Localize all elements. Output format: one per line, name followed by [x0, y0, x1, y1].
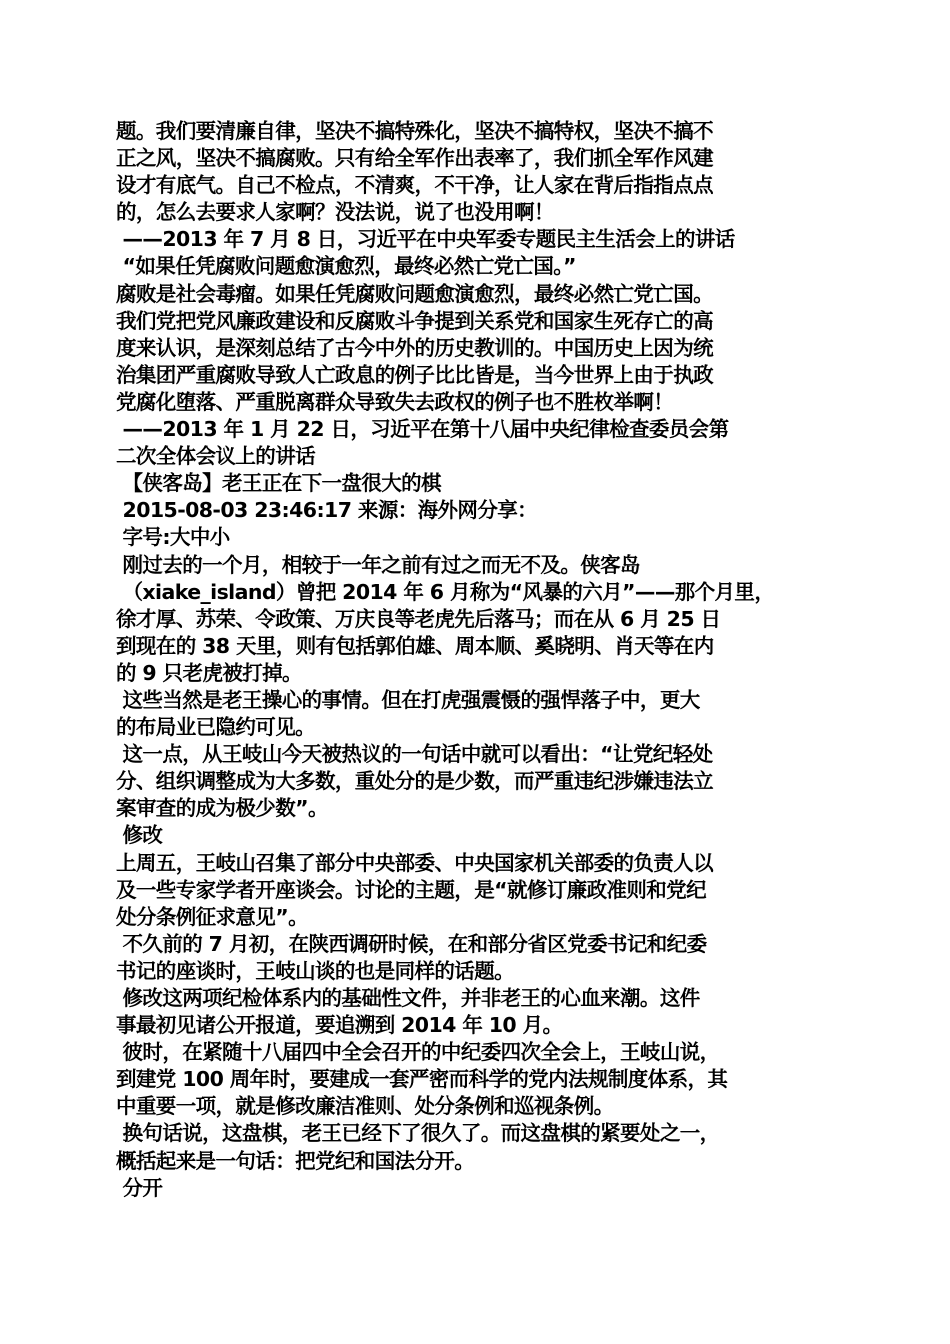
citation-line: 二次全体会议上的讲话: [116, 444, 315, 469]
text-line: 到现在的 38 天里，则有包括郭伯雄、周本顺、奚晓明、肖天等在内: [116, 633, 714, 658]
text-line: 度来认识，是深刻总结了古今中外的历史教训的。中国历史上因为统: [116, 335, 713, 360]
text-line: 换句话说，这盘棋，老王已经下了很久了。而这盘棋的紧要处之一，: [116, 1121, 720, 1146]
text-line: 修改这两项纪检体系内的基础性文件，并非老王的心血来潮。这件: [116, 986, 700, 1010]
article-title: 【侠客岛】老王正在下一盘很大的棋: [116, 471, 441, 496]
text-line: 设才有底气。自己不检点，不清爽，不干净，让人家在背后指指点点: [116, 173, 713, 198]
text-line: 这些当然是老王操心的事情。但在打虎强震慑的强悍落子中，更大: [116, 687, 700, 712]
text-line: 治集团严重腐败导致人亡政息的例子比比皆是，当今世界上由于执政: [116, 362, 713, 387]
text-line: 的 9 只老虎被打掉。: [116, 660, 302, 685]
text-line: 徐才厚、苏荣、令政策、万庆良等老虎先后落马；而在从 6 月 25 日: [116, 606, 721, 631]
text-line: 刚过去的一个月，相较于一年之前有过之而无不及。侠客岛: [116, 552, 640, 577]
text-line: 及一些专家学者开座谈会。讨论的主题，是“就修订廉政准则和党纪: [116, 877, 706, 902]
article-meta: 2015-08-03 23:46:17 来源：海外网分享：: [116, 498, 538, 523]
text-line: 党腐化堕落、严重脱离群众导致失去政权的例子也不胜枚举啊！: [116, 389, 674, 414]
text-line: 这一点，从王岐山今天被热议的一句话中就可以看出：“让党纪轻处: [116, 742, 713, 767]
text-line: 分、组织调整成为大多数，重处分的是少数，而严重违纪涉嫌违法立: [116, 769, 713, 794]
text-line: （xiake_island）曾把 2014 年 6 月称为“风暴的六月”——那个月里，: [116, 579, 775, 604]
text-line: 不久前的 7 月初，在陕西调研时候，在和部分省区党委书记和纪委: [116, 931, 707, 956]
text-line: 书记的座谈时，王岐山谈的也是同样的话题。: [116, 958, 514, 983]
font-size-selector: 字号:大中小: [116, 525, 230, 550]
text-line: 正之风，坚决不搞腐败。只有给全军作出表率了，我们抓全军作风建: [116, 146, 713, 171]
document-body: [116, 118, 840, 1202]
section-heading: 分开: [116, 1175, 163, 1200]
text-line: 我们党把党风廉政建设和反腐败斗争提到关系党和国家生死存亡的高: [116, 308, 713, 333]
section-heading: 修改: [116, 823, 163, 848]
text-line: 上周五，王岐山召集了部分中央部委、中央国家机关部委的负责人以: [116, 850, 713, 875]
text-line: 案审查的成为极少数”。: [116, 796, 328, 821]
text-line: 彼时，在紧随十八届四中全会召开的中纪委四次全会上，王岐山说，: [116, 1040, 720, 1065]
text-line: 到建党 100 周年时，要建成一套严密而科学的党内法规制度体系，其: [116, 1067, 728, 1092]
text-line: 的，怎么去要求人家啊？没法说，说了也没用啊！: [116, 200, 554, 225]
text-line: 中重要一项，就是修改廉洁准则、处分条例和巡视条例。: [116, 1094, 614, 1119]
quote-heading: “如果任凭腐败问题愈演愈烈，最终必然亡党亡国。”: [116, 254, 576, 279]
text-line: 题。我们要清廉自律，坚决不搞特殊化，坚决不搞特权，坚决不搞不: [116, 119, 713, 143]
text-line: 的布局业已隐约可见。: [116, 715, 315, 740]
text-line: 事最初见诸公开报道，要追溯到 2014 年 10 月。: [116, 1013, 563, 1038]
citation-line: ——2013 年 7 月 8 日，习近平在中央军委专题民主生活会上的讲话: [116, 227, 735, 252]
text-line: 腐败是社会毒瘤。如果任凭腐败问题愈演愈烈，最终必然亡党亡国。: [116, 281, 713, 306]
citation-line: ——2013 年 1 月 22 日，习近平在第十八届中央纪律检查委员会第: [116, 417, 729, 442]
text-line: 概括起来是一句话：把党纪和国法分开。: [116, 1148, 475, 1173]
text-line: 处分条例征求意见”。: [116, 904, 308, 929]
